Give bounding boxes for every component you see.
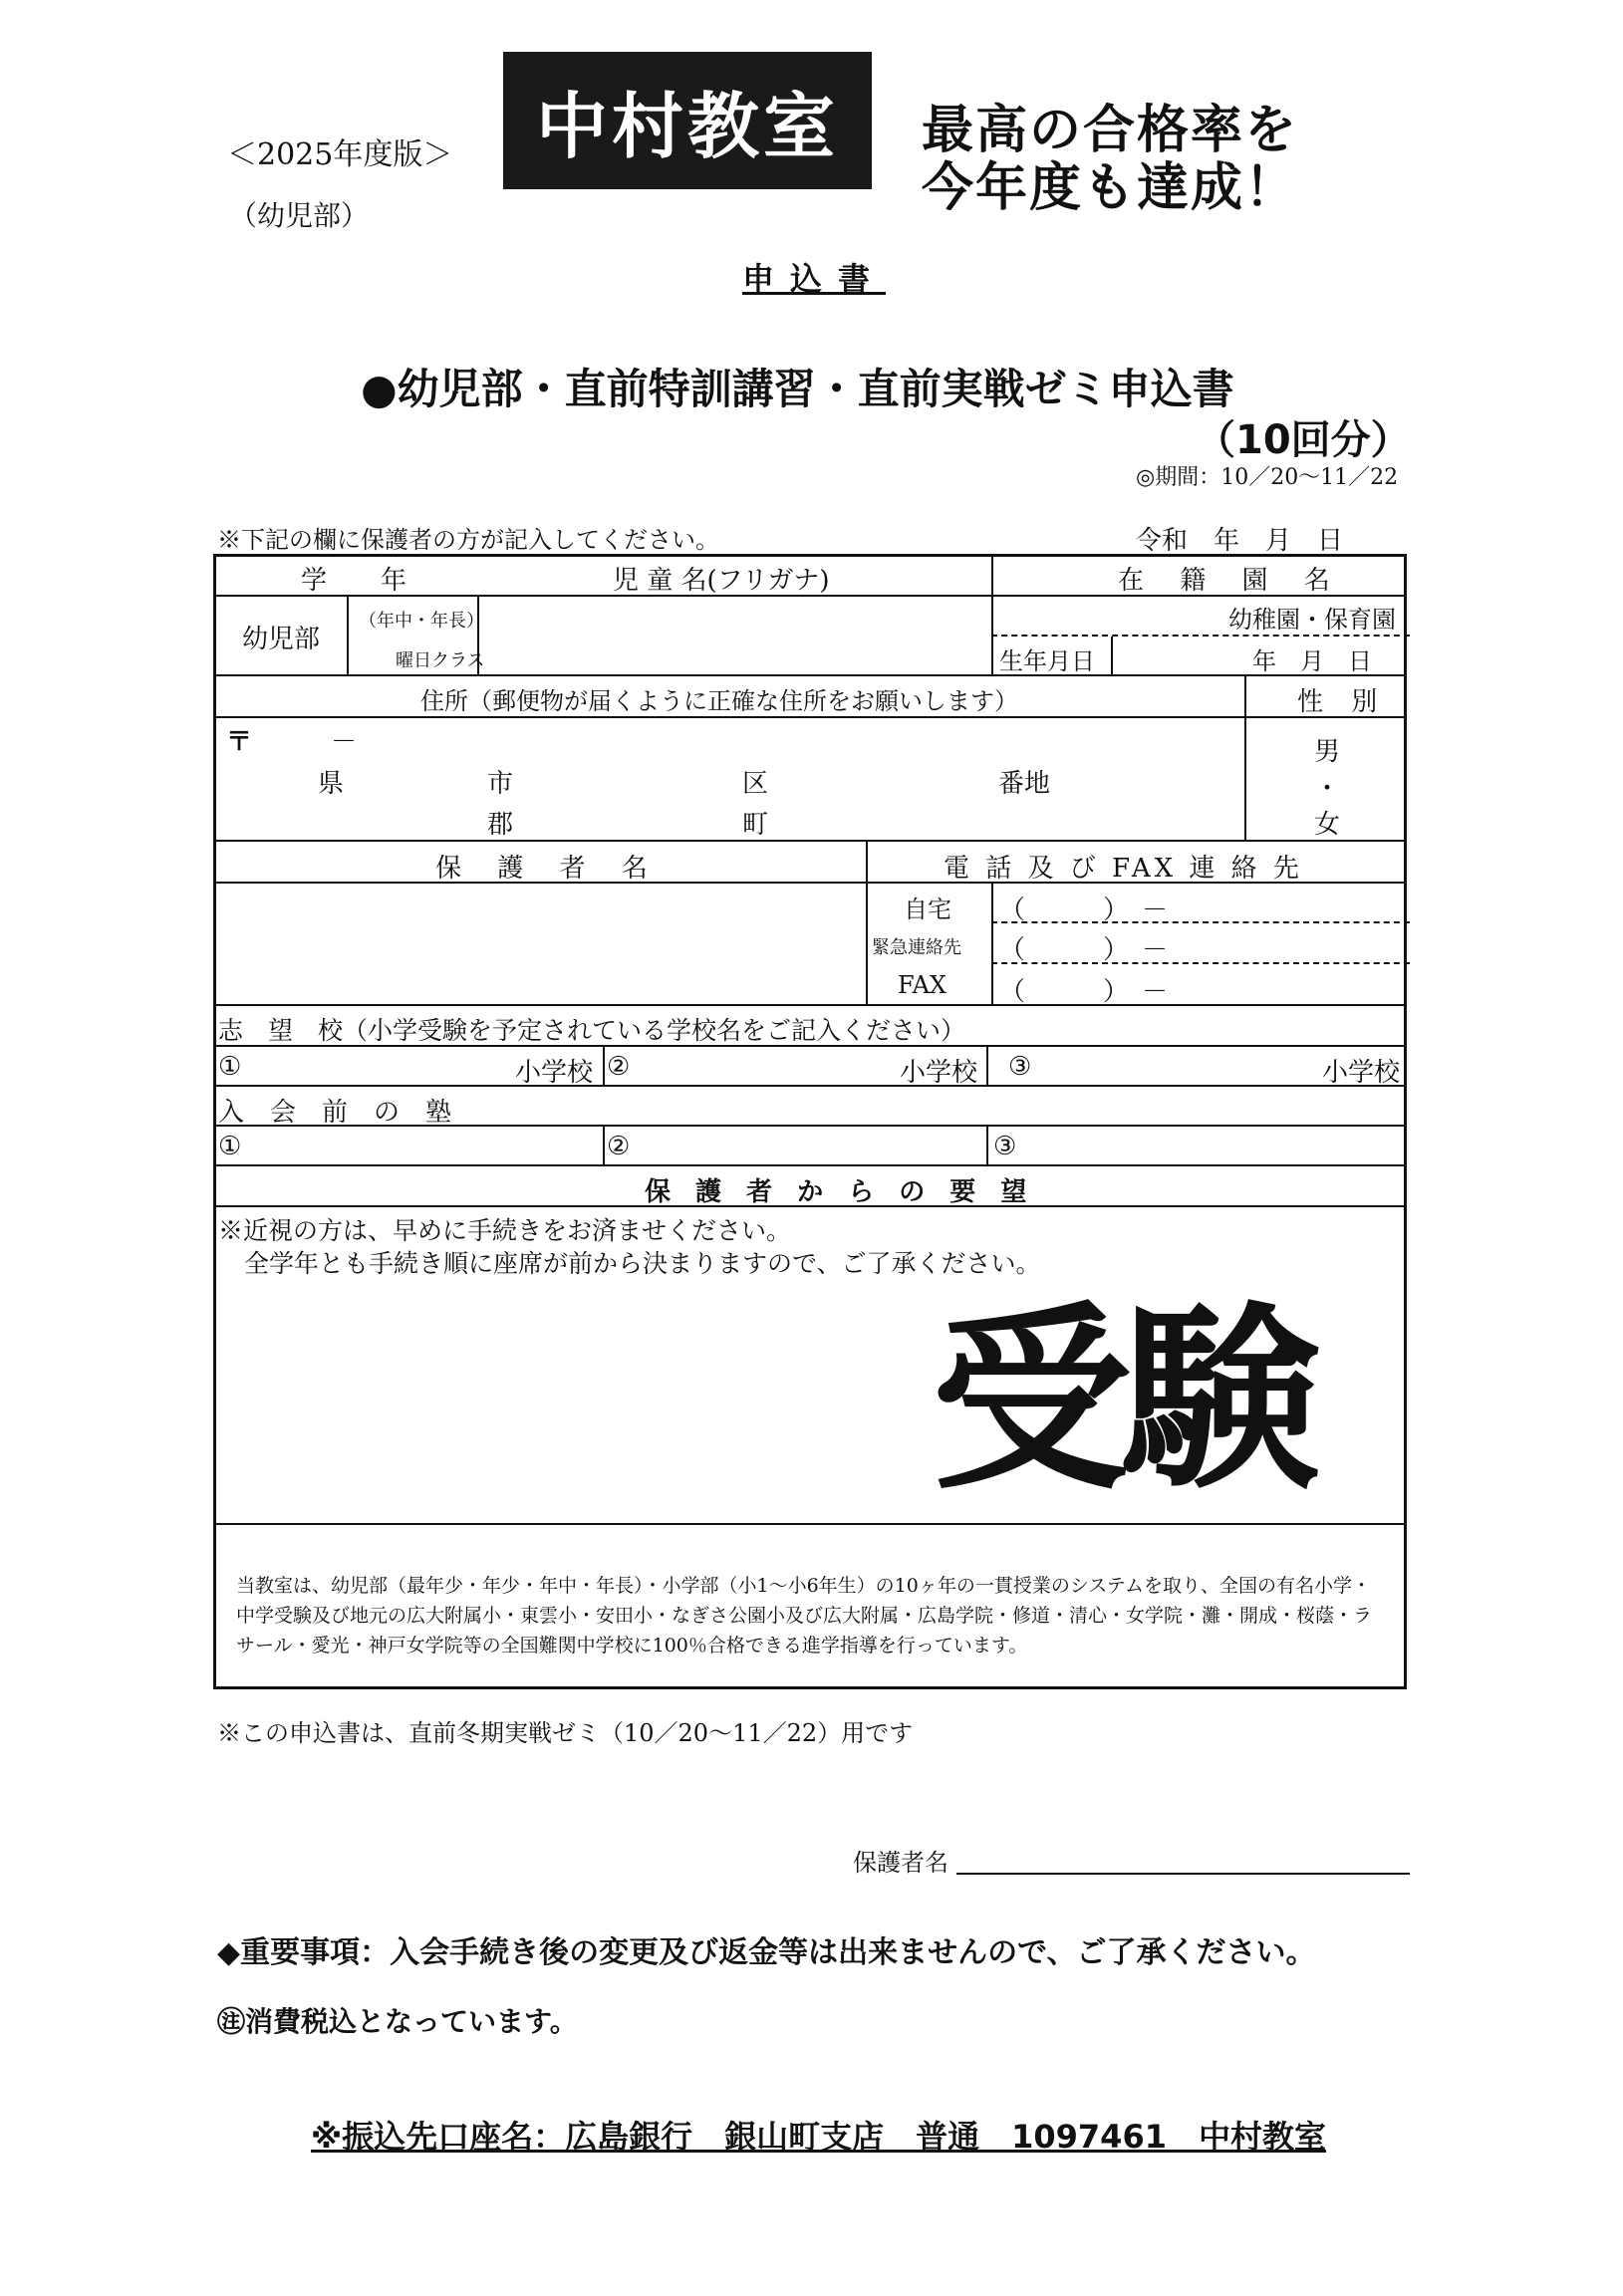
ward-label: 区 bbox=[742, 769, 769, 799]
gender-female[interactable]: 女 bbox=[1314, 810, 1341, 840]
prior-school-3-marker: ③ bbox=[993, 1132, 1017, 1161]
postal-mark: 〒 bbox=[226, 727, 253, 757]
slogan bbox=[922, 102, 1298, 217]
emergency-phone-input[interactable]: （ ） － bbox=[999, 935, 1169, 965]
document-title: 申込書 bbox=[742, 260, 887, 298]
main-title: ●幼児部・直前特訓講習・直前実戦ゼミ申込書 bbox=[361, 365, 1234, 413]
birthdate-label: 生年月日 bbox=[999, 647, 1095, 675]
dept-label: 幼児部 bbox=[242, 625, 321, 654]
prior-school-1-marker: ① bbox=[218, 1132, 242, 1161]
birthdate-units[interactable]: 年 月 日 bbox=[1252, 647, 1372, 675]
application-form bbox=[213, 554, 1407, 1689]
department-label: （幼児部） bbox=[229, 199, 370, 232]
postal-dash: － bbox=[331, 727, 358, 757]
prior-school-header: 入 会 前 の 塾 bbox=[218, 1098, 452, 1128]
grade-option[interactable]: （年中・年長） bbox=[359, 611, 484, 632]
kindergarten-label: 幼稚園・保育園 bbox=[1228, 606, 1396, 634]
target-school-1-marker: ① bbox=[218, 1052, 242, 1082]
grade-header: 学 年 bbox=[301, 566, 421, 596]
contact-header: 電 話 及 び FAX 連 絡 先 bbox=[944, 854, 1303, 884]
guardian-signature-line[interactable] bbox=[956, 1873, 1410, 1875]
important-notice: ◆重要事項：入会手続き後の変更及び返金等は出来ませんので、ご了承ください。 bbox=[217, 1935, 1316, 1970]
period-label: ◎期間：10／20～11／22 bbox=[1136, 465, 1399, 490]
school-header: 在 籍 園 名 bbox=[1118, 566, 1344, 596]
prior-school-2-marker: ② bbox=[607, 1132, 631, 1161]
gender-male[interactable]: 男 bbox=[1314, 737, 1341, 767]
home-label: 自宅 bbox=[904, 895, 951, 923]
target-school-2-marker: ② bbox=[607, 1052, 631, 1082]
slogan-line-2: 今年度も達成！ bbox=[922, 158, 1299, 218]
child-name-input[interactable] bbox=[483, 601, 986, 672]
requests-header: 保 護 者 か ら の 要 望 bbox=[645, 1177, 1035, 1207]
edition-label: ＜2025年度版＞ bbox=[227, 137, 453, 172]
child-name-header: 児 童 名(フリガナ) bbox=[613, 566, 830, 596]
tax-note: ㊟消費税込となっています。 bbox=[217, 2005, 578, 2038]
address-header: 住所（郵便物が届くように正確な住所をお願いします） bbox=[420, 687, 1018, 715]
lot-label: 番地 bbox=[998, 769, 1051, 799]
target-school-3-suffix: 小学校 bbox=[1322, 1058, 1401, 1088]
myopia-note: ※近視の方は、早めに手続きをお済ませください。 bbox=[218, 1216, 792, 1245]
bank-account-info: ※振込先口座名：広島銀行 銀山町支店 普通 1097461 中村教室 bbox=[311, 2118, 1326, 2156]
sub-title: （10回分） bbox=[1196, 417, 1411, 463]
fax-input[interactable]: （ ） － bbox=[999, 977, 1169, 1007]
date-field[interactable]: 令和 年 月 日 bbox=[1136, 526, 1344, 556]
town-label: 町 bbox=[742, 810, 769, 840]
gender-dot: ・ bbox=[1314, 774, 1341, 804]
school-logo: 中村教室 bbox=[503, 52, 872, 189]
target-school-1-suffix: 小学校 bbox=[515, 1058, 594, 1088]
guardian-name-header: 保 護 者 名 bbox=[435, 854, 662, 884]
weekday-class-label: 曜日クラス bbox=[396, 650, 485, 671]
form-instruction: ※下記の欄に保護者の方が記入してください。 bbox=[217, 526, 719, 554]
county-label: 郡 bbox=[487, 810, 514, 840]
slogan-line-1: 最高の合格率を bbox=[922, 101, 1299, 160]
gender-header: 性 別 bbox=[1297, 687, 1388, 717]
target-school-2-suffix: 小学校 bbox=[900, 1058, 978, 1088]
form-usage-note: ※この申込書は、直前冬期実戦ゼミ（10／20～11／22）用です bbox=[217, 1719, 914, 1747]
home-phone-input[interactable]: （ ） － bbox=[999, 895, 1169, 925]
guardian-signature-label: 保護者名 bbox=[853, 1849, 948, 1877]
target-school-3-marker: ③ bbox=[1008, 1052, 1032, 1082]
prefecture-label: 県 bbox=[318, 769, 345, 799]
exam-stamp: 受験 bbox=[932, 1285, 1311, 1517]
school-description: 当教室は、幼児部（最年少・年少・年中・年長）・小学部（小1～小6年生）の10ヶ年の一貫授業のシステムを取り、全国の有名小学・中学受験及び地元の広大附属小・東雲小・安田小・なぎさ公園小及び広大附属・広島学院・修道・清心・女学院・灘・開成・桜蔭・ラサール・愛光・神戸女学院等の全国難関中学校に100％合格できる進学指導を行っています。 bbox=[236, 1575, 1373, 1657]
seating-note: 全学年とも手続き順に座席が前から決まりますので、ご了承ください。 bbox=[244, 1249, 1041, 1278]
city-label: 市 bbox=[487, 769, 514, 799]
guardian-name-input[interactable] bbox=[220, 886, 863, 1001]
fax-label: FAX bbox=[898, 971, 947, 999]
emergency-label: 緊急連絡先 bbox=[872, 937, 961, 958]
target-school-header: 志 望 校（小学受験を予定されている学校名をご記入ください） bbox=[218, 1016, 966, 1045]
